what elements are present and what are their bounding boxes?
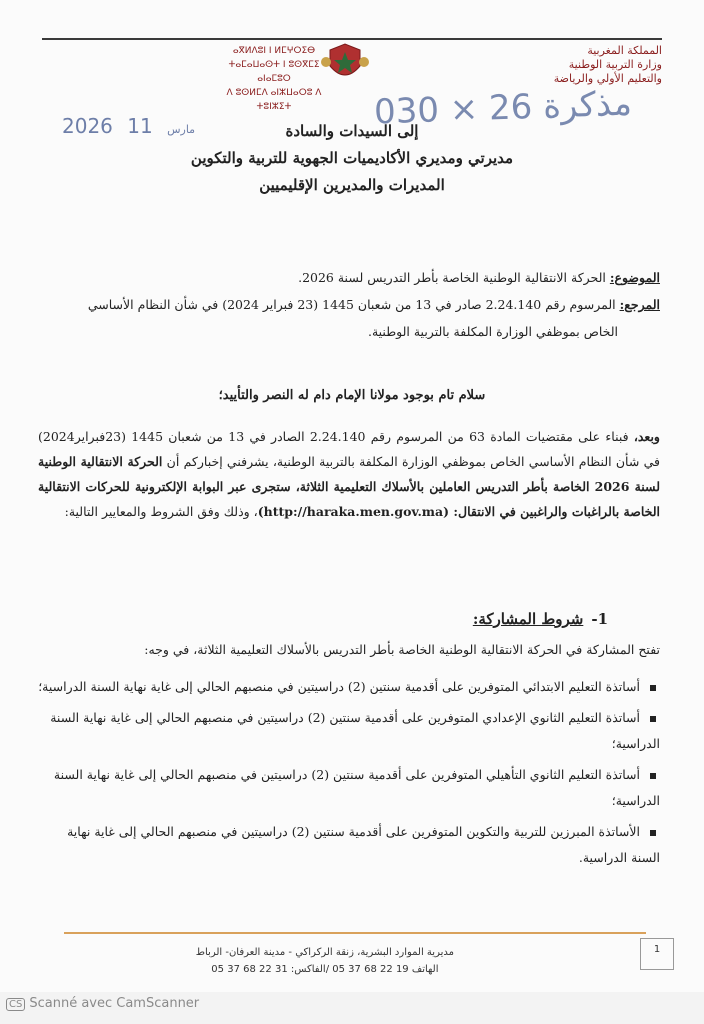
bullet-icon — [650, 685, 656, 691]
footer-address: مديرية الموارد البشرية، زنقة الركراكي - مدينة العرفان- الرباط الهاتف 19 22 68 37 05 /الفاكس: 31 22 68 37 05 — [195, 947, 454, 975]
addressees: إلى السيدات والسادة مديرتي ومديري الأكاديميات الجهوية للتربية والتكوين المديرات والمديرين الإقليميين — [190, 122, 514, 194]
bullet-icon — [650, 830, 656, 836]
subject-line: الموضوع: الحركة الانتقالية الوطنية الخاصة بأطر التدريس لسنة 2026. — [298, 270, 660, 285]
page-number: 1 — [640, 938, 674, 970]
camscanner-logo-icon: CS — [6, 998, 25, 1011]
body-lead: وبعد، — [633, 429, 660, 444]
memo-number-stamp: مذكرة 26 × 030 — [373, 83, 633, 133]
subject-and-reference — [40, 264, 660, 345]
ministry-header-tifinagh: ⴰⴳⵍⴷⵓⵏ ⵏ ⵍⵎⵖⵔⵉⴱ ⵜⴰⵎⴰⵡⴰⵙⵜ ⵏ ⵓⵙⴳⵎⵉ ⴰⵏⴰⵎⵓⵔ ⴷ ⵓⵙⵍⵎⴷ ⴰⵏⵣⵡⴰⵔⵓ ⴷ ⵜⵓⵏⵣⵉⵜ — [226, 46, 322, 112]
list-item: أساتذة التعليم الابتدائي المتوفرين على أقدمية سنتين (2) دراسيتين في منصبهم الحالي إلى غاية نهاية السنة الدراسية؛ — [36, 674, 660, 700]
bullet-icon — [650, 716, 656, 722]
ministry-header-arabic: المملكة المغربية وزارة التربية الوطنية والتعليم الأولي والرياضة — [553, 44, 662, 85]
section-intro: تفتح المشاركة في الحركة الانتقالية الوطنية الخاصة بأطر التدريس بالأسلاك التعليمية الثلاثة، في وجه: — [144, 642, 660, 657]
bullet-icon — [650, 773, 656, 779]
body-bold-announcement: الحركة الانتقالية الوطنية لسنة 2026 الخاصة بأطر التدريس العاملين بالأسلاك التعليمية الثلاثة، ستجرى عبر البوابة الإلكترونية للحركات الانتقالية الخاصة بالراغبات والراغبين في الانتقال: (http://haraka.men.gov.ma) — [38, 454, 660, 519]
list-item: أساتذة التعليم الثانوي التأهيلي المتوفرين على أقدمية سنتين (2) دراسيتين في منصبهم الحالي إلى غاية نهاية السنة الدراسية؛ — [53, 767, 660, 808]
reference-continuation: الخاص بموظفي الوزارة المكلفة بالتربية الوطنية. — [367, 324, 618, 339]
list-item: الأساتذة المبرزين للتربية والتكوين المتوفرين على أقدمية سنتين (2) دراسيتين في منصبهم الحالي إلى غاية نهاية السنة الدراسية. — [67, 824, 660, 865]
date-day: 11 — [127, 114, 153, 138]
body-paragraph: وبعد، فبناء على مقتضيات المادة 63 من المرسوم رقم 2.24.140 الصادر في 13 من شعبان 1445 (23فبراير2024) في شأن النظام الأساسي الخاص بموظفي الوزارة المكلفة بالتربية الوطنية، يشرفني إخباركم أن الحركة الانتقالية الوطنية لسنة 2026 الخاصة بأطر التدريس العاملين بالأسلاك التعليمية الثلاثة، ستجرى عبر البوابة الإلكترونية للحركات الانتقالية الخاصة بالراغبات والراغبين في الانتقال: (http://haraka.men.gov.ma)، وذلك وفق الشروط والمعايير التالية: — [38, 429, 660, 519]
greeting: سلام تام بوجود مولانا الإمام دام له النصر والتأييد؛ — [218, 388, 486, 403]
list-item: أساتذة التعليم الثانوي الإعدادي المتوفرين على أقدمية سنتين (2) دراسيتين في منصبهم الحالي إلى غاية نهاية السنة الدراسية؛ — [50, 710, 660, 751]
reference-line: المرجع: المرسوم رقم 2.24.140 صادر في 13 من شعبان 1445 (23 فبراير 2024) في شأن النظام الأساسي — [87, 297, 660, 312]
date-month: مارس — [167, 123, 196, 136]
section-heading: 1-شروط المشاركة: — [472, 610, 608, 628]
date-year: 2026 — [62, 114, 113, 138]
conditions-list — [36, 674, 660, 876]
camscanner-watermark: CS Scanné avec CamScanner — [6, 996, 199, 1011]
footer-rule — [64, 932, 646, 934]
